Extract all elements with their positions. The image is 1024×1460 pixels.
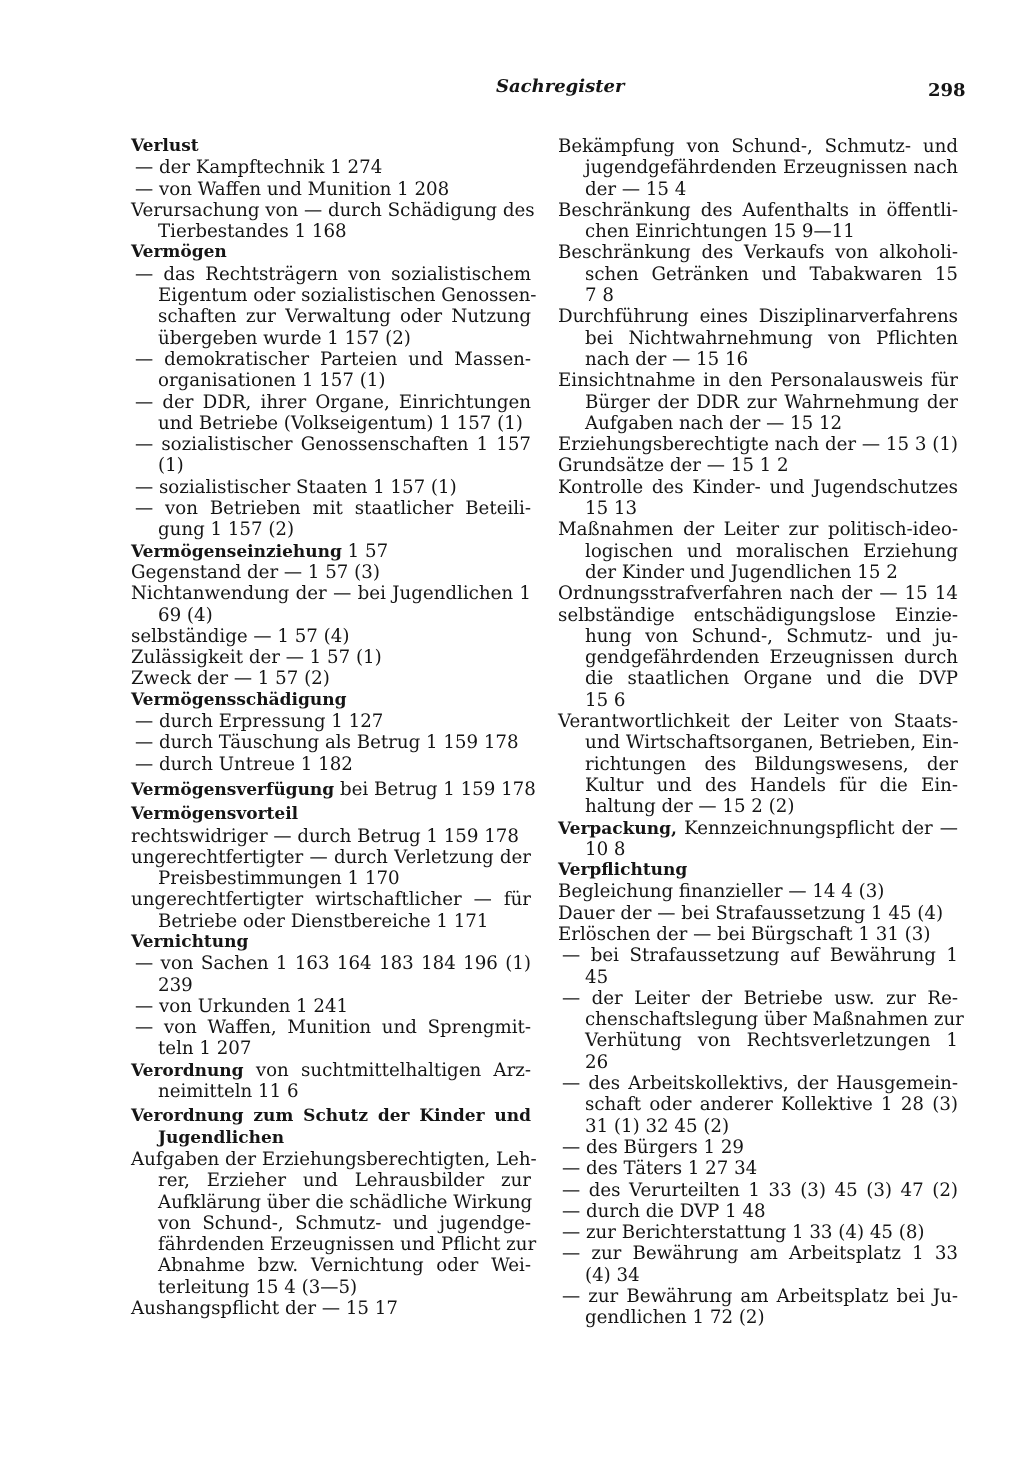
index-entry-line: ungerechtfertigter wirtschaftlicher — für xyxy=(131,889,531,911)
index-entry-line: rechtswidriger — durch Betrug 1 159 178 xyxy=(131,825,519,847)
index-entry-line: die staatlichen Organe und die DVP xyxy=(585,668,958,690)
index-entry-line: — zur Bewährung am Arbeitsplatz bei Ju- xyxy=(562,1286,958,1308)
index-entry-line: — der DDR, ihrer Organe, Einrichtungen xyxy=(135,391,531,413)
index-entry-line: ungerechtfertigter — durch Verletzung der xyxy=(131,846,531,868)
index-entry-line: — von Waffen, Munition und Sprengmit- xyxy=(135,1017,531,1039)
index-entry-line: Durchführung eines Disziplinarverfahrens xyxy=(558,306,958,328)
index-entry-line: (1) xyxy=(158,455,184,477)
index-entry-line: — demokratischer Parteien und Massen- xyxy=(135,348,531,370)
index-entry-line: von Schund-, Schmutz- und jugendge- xyxy=(158,1212,531,1234)
index-entry-line: Jugendlichen xyxy=(158,1127,285,1148)
index-entry-text: 1 57 xyxy=(341,540,389,562)
index-entry-line: Kontrolle des Kinder- und Jugendschutzes xyxy=(558,476,958,498)
index-entry-line: — von Waffen und Munition 1 208 xyxy=(135,178,450,200)
index-entry-line: — des Arbeitskollektivs, der Hausgemein- xyxy=(562,1073,958,1095)
index-keyword: Vermögensverfügung xyxy=(131,779,335,800)
index-entry-line: Verursachung von — durch Schädigung des xyxy=(131,199,535,221)
index-entry-line: schaften zur Verwaltung oder Nutzung xyxy=(158,306,531,328)
index-entry-line: Verpflichtung xyxy=(558,860,688,881)
index-entry-line: 45 xyxy=(585,966,609,988)
index-entry-line: Betriebe oder Dienstbereiche 1 171 xyxy=(158,910,489,932)
page-number: 298 xyxy=(928,80,966,101)
index-entry-line: Grundsätze der — 15 1 2 xyxy=(558,455,789,477)
index-entry-line: selbständige entschädigungslose Einzie- xyxy=(558,604,958,626)
index-entry-line: Verordnung zum Schutz der Kinder und xyxy=(131,1106,531,1127)
index-entry-line: 31 (1) 32 45 (2) xyxy=(585,1115,730,1137)
index-entry-line: 7 8 xyxy=(585,285,614,307)
index-entry-line: Vermögensvorteil xyxy=(131,804,299,825)
index-entry-line: schen Getränken und Tabakwaren 15 xyxy=(585,263,958,285)
index-entry-line: Verantwortlichkeit der Leiter von Staats- xyxy=(558,711,958,733)
index-entry-line: Tierbestandes 1 168 xyxy=(158,221,347,243)
index-entry-line: 26 xyxy=(585,1051,609,1073)
index-entry-line: — das Rechtsträgern von sozialistischem xyxy=(135,263,531,285)
index-entry-line: Gegenstand der — 1 57 (3) xyxy=(131,561,380,583)
index-entry-line: der Kinder und Jugendlichen 15 2 xyxy=(585,561,898,583)
index-entry-line: terleitung 15 4 (3—5) xyxy=(158,1276,358,1298)
index-entry-line: Erziehungsberechtigte nach der — 15 3 (1) xyxy=(558,434,958,456)
index-entry-line: 15 6 xyxy=(585,689,626,711)
index-entry-line: Einsichtnahme in den Personalausweis für xyxy=(558,370,958,392)
index-entry-line: — durch Erpressung 1 127 xyxy=(135,711,384,733)
index-entry-text: von suchtmittelhaltigen Arz- xyxy=(243,1059,531,1081)
index-entry-line: übergeben wurde 1 157 (2) xyxy=(158,327,411,349)
index-column-left xyxy=(131,136,537,1320)
index-keyword: Verordnung xyxy=(131,1060,244,1081)
index-entry-line xyxy=(131,1060,531,1081)
index-entry-line: Kultur und des Handels für die Ein- xyxy=(585,774,958,796)
index-entry-line: — des Verurteilten 1 33 (3) 45 (3) 47 (2) xyxy=(562,1179,958,1201)
index-entry-line: rer, Erzieher und Lehrausbilder zur xyxy=(158,1170,531,1192)
index-entry-line: Preisbestimmungen 1 170 xyxy=(158,868,400,890)
index-entry-line: — der Leiter der Betriebe usw. zur Re- xyxy=(562,987,958,1009)
index-entry-line: — von Urkunden 1 241 xyxy=(135,995,349,1017)
page-header-title: Sachregister xyxy=(496,76,625,97)
index-entry-line: Vernichtung xyxy=(131,931,249,952)
index-entry-line xyxy=(558,818,958,839)
index-entry-line: der — 15 4 xyxy=(585,178,687,200)
index-entry-line: 10 8 xyxy=(585,838,626,860)
index-entry-line: teln 1 207 xyxy=(158,1038,252,1060)
index-entry-line: — zur Berichterstattung 1 33 (4) 45 (8) xyxy=(562,1222,925,1244)
index-entry-line: — des Bürgers 1 29 xyxy=(562,1136,744,1158)
index-entry-line: Vermögensschädigung xyxy=(131,689,347,710)
index-entry-line: fährdenden Erzeugnissen und Pflicht zur xyxy=(158,1234,537,1256)
index-entry-line: Maßnahmen der Leiter zur politisch-ideo- xyxy=(558,519,958,541)
index-entry-line: neimitteln 11 6 xyxy=(158,1081,299,1103)
index-entry-line: Beschränkung des Aufenthalts in öffentli- xyxy=(558,199,958,221)
index-entry-line: 15 13 xyxy=(585,498,638,520)
index-entry-line: (4) 34 xyxy=(585,1264,640,1286)
index-entry-line: — von Betrieben mit staatlicher Beteili- xyxy=(135,498,531,520)
index-entry-line: Erlöschen der — bei Bürgschaft 1 31 (3) xyxy=(558,923,931,945)
index-entry-line: gendlichen 1 72 (2) xyxy=(585,1307,765,1329)
index-entry-line: jugendgefährdenden Erzeugnissen nach xyxy=(585,157,958,179)
index-entry-line: 239 xyxy=(158,974,193,996)
index-entry-line: Vermögen xyxy=(131,242,227,263)
index-entry-line: — durch Täuschung als Betrug 1 159 178 xyxy=(135,732,519,754)
index-entry-line: hung von Schund-, Schmutz- und ju- xyxy=(585,625,958,647)
index-entry-line: chenschaftslegung über Maßnahmen zur xyxy=(585,1009,964,1031)
index-keyword: Vermögenseinziehung xyxy=(131,541,342,562)
index-entry-line: Nichtanwendung der — bei Jugendlichen 1 xyxy=(131,583,531,605)
index-entry-line: haltung der — 15 2 (2) xyxy=(585,796,795,818)
index-entry-line: — sozialistischer Genossenschaften 1 157 xyxy=(135,434,531,456)
index-entry-line: — durch Untreue 1 182 xyxy=(135,753,353,775)
index-entry-line: Beschränkung des Verkaufs von alkoholi- xyxy=(558,242,958,264)
index-entry-line: Aushangspflicht der — 15 17 xyxy=(131,1298,398,1320)
index-entry-line xyxy=(131,541,531,562)
index-entry-line xyxy=(131,778,536,800)
index-entry-line: Verlust xyxy=(131,136,199,156)
index-entry-line: Bürger der DDR zur Wahrnehmung der xyxy=(585,391,958,413)
index-column-right xyxy=(558,136,964,1329)
index-entry-line: logischen und moralischen Erziehung xyxy=(585,540,958,562)
index-entry-line: Zulässigkeit der — 1 57 (1) xyxy=(131,647,382,669)
index-keyword: Verpackung, xyxy=(558,818,677,839)
index-entry-line: Verhütung von Rechtsverletzungen 1 xyxy=(585,1030,958,1052)
index-entry-line: Eigentum oder sozialistischen Genossen- xyxy=(158,285,537,307)
index-entry-line: organisationen 1 157 (1) xyxy=(158,370,386,392)
index-entry-line: — sozialistischer Staaten 1 157 (1) xyxy=(135,476,457,498)
index-entry-line: richtungen des Bildungswesens, der xyxy=(585,753,958,775)
index-entry-line: gung 1 157 (2) xyxy=(158,519,295,541)
index-entry-line: — zur Bewährung am Arbeitsplatz 1 33 xyxy=(562,1243,958,1265)
index-entry-line: Aufgaben nach der — 15 12 xyxy=(585,412,843,434)
index-entry-line: Abnahme bzw. Vernichtung oder Wei- xyxy=(158,1255,531,1277)
index-entry-line: — des Täters 1 27 34 xyxy=(562,1158,758,1180)
index-entry-line: Zweck der — 1 57 (2) xyxy=(131,668,330,690)
index-entry-line: — von Sachen 1 163 164 183 184 196 (1) xyxy=(135,953,531,975)
index-entry-line: Bekämpfung von Schund-, Schmutz- und xyxy=(558,136,958,157)
index-entry-line: 69 (4) xyxy=(158,604,213,626)
index-entry-line: Dauer der — bei Strafaussetzung 1 45 (4) xyxy=(558,902,944,924)
index-entry-text: Kennzeichnungspflicht der — xyxy=(676,817,958,839)
index-entry-line: Aufklärung über die schädliche Wirkung xyxy=(158,1191,533,1213)
index-entry-line: chen Einrichtungen 15 9—11 xyxy=(585,221,855,243)
index-entry-line: — durch die DVP 1 48 xyxy=(562,1200,766,1222)
index-entry-line: bei Nichtwahrnehmung von Pflichten xyxy=(585,327,958,349)
index-entry-text: bei Betrug 1 159 178 xyxy=(334,778,536,800)
index-entry-line: gendgefährdenden Erzeugnissen durch xyxy=(585,647,958,669)
index-entry-line: und Wirtschaftsorganen, Betrieben, Ein- xyxy=(585,732,959,754)
index-entry-line: schaft oder anderer Kollektive 1 28 (3) xyxy=(585,1094,958,1116)
index-entry-line: Ordnungsstrafverfahren nach der — 15 14 xyxy=(558,583,958,605)
index-entry-line: Aufgaben der Erziehungsberechtigten, Leh- xyxy=(131,1148,537,1170)
index-entry-line: und Betriebe (Volkseigentum) 1 157 (1) xyxy=(158,412,523,434)
index-entry-line: selbständige — 1 57 (4) xyxy=(131,625,350,647)
index-entry-line: nach der — 15 16 xyxy=(585,348,749,370)
index-entry-line: — der Kampftechnik 1 274 xyxy=(135,157,383,179)
index-entry-line: — bei Strafaussetzung auf Bewährung 1 xyxy=(562,945,958,967)
index-entry-line: Begleichung finanzieller — 14 4 (3) xyxy=(558,881,885,903)
